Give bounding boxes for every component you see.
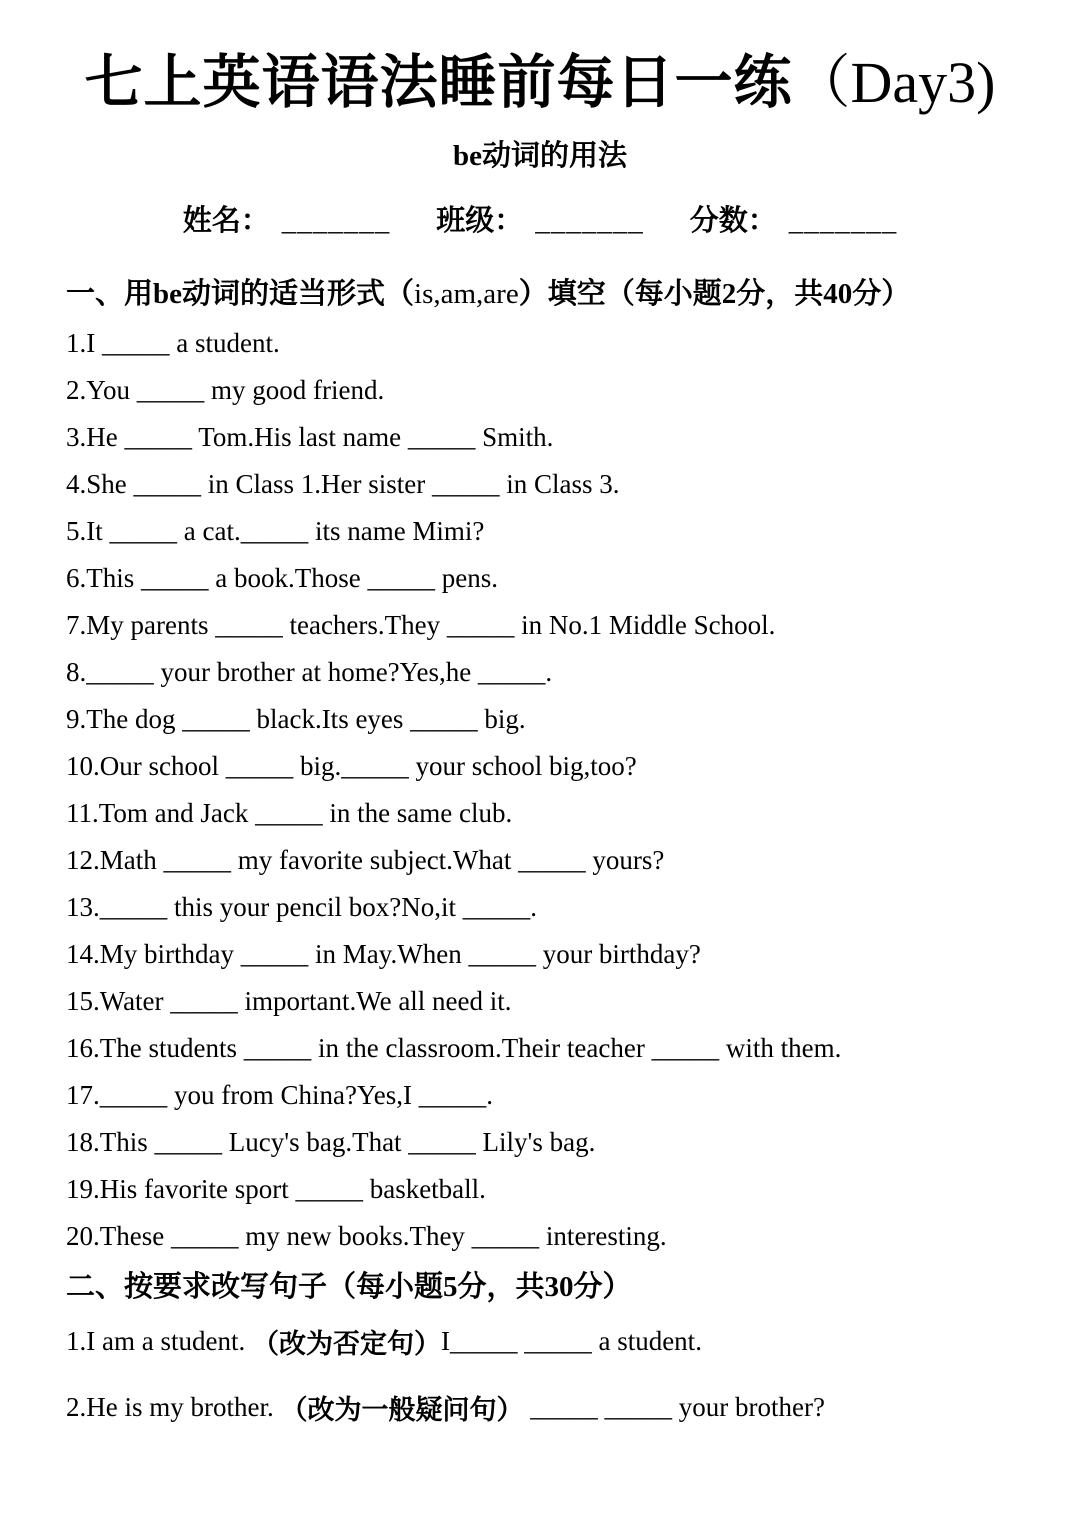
section2-question-2: [66, 1375, 1024, 1441]
question-line-17: 17._____ you from China?Yes,I _____.: [66, 1079, 493, 1110]
question-line-10: 10.Our school _____ big._____ your school big,too?: [66, 750, 637, 781]
class-blank: _______: [535, 204, 644, 237]
question-line-8: 8._____ your brother at home?Yes,he _____.: [66, 656, 553, 687]
s2-q2-instruction: （改为一般疑问句）: [280, 1395, 524, 1426]
class-label: 班级：: [436, 204, 524, 237]
worksheet-title-zh: 七上英语语法睡前每日一练: [84, 50, 793, 115]
s2-q2-answer-line: _____ _____ your brother?: [523, 1392, 825, 1423]
question-line-2: 2.You _____ my good friend.: [66, 374, 385, 405]
s2-q2-sentence: 2.He is my brother.: [66, 1392, 281, 1423]
section2-heading: 二、按要求改写句子（每小题5分，共30分）: [66, 1270, 632, 1303]
worksheet-title-day-tag: （Day3): [792, 50, 996, 115]
question-line-1: 1.I _____ a student.: [66, 327, 280, 358]
name-label: 姓名：: [182, 204, 270, 237]
worksheet-body: [0, 271, 1080, 1441]
worksheet-subtitle: be动词的用法: [452, 139, 627, 172]
question-line-9: 9.The dog _____ black.Its eyes _____ big.: [66, 703, 526, 734]
score-label: 分数：: [689, 204, 777, 237]
worksheet-title: [0, 0, 1080, 117]
section1-question-list: [66, 320, 1024, 1260]
question-line-4: 4.She _____ in Class 1.Her sister _____ in Class 3.: [66, 468, 620, 499]
section2-question-1: [66, 1309, 1024, 1375]
question-line-19: 19.His favorite sport _____ basketball.: [66, 1173, 486, 1204]
section1-heading: [66, 271, 1024, 312]
question-line-14: 14.My birthday _____ in May.When _____ your birthday?: [66, 938, 701, 969]
question-line-12: 12.Math _____ my favorite subject.What _____ yours?: [66, 844, 665, 875]
question-line-18: 18.This _____ Lucy's bag.That _____ Lily's bag.: [66, 1126, 596, 1157]
question-line-20: 20.These _____ my new books.They _____ interesting.: [66, 1220, 667, 1251]
name-blank: _______: [281, 204, 391, 237]
question-line-11: 11.Tom and Jack _____ in the same club.: [66, 797, 513, 828]
s2-q1-instruction: （改为否定句）: [251, 1329, 441, 1360]
section1-heading-suffix: ）填空（每小题2分，共40分）: [518, 277, 911, 310]
score-blank: _______: [788, 204, 898, 237]
question-line-5: 5.It _____ a cat._____ its name Mimi?: [66, 515, 485, 546]
question-line-15: 15.Water _____ important.We all need it.: [66, 985, 512, 1016]
question-line-16: 16.The students _____ in the classroom.Their teacher _____ with them.: [66, 1032, 842, 1063]
s2-q1-answer-line: I_____ _____ a student.: [440, 1326, 702, 1357]
question-line-6: 6.This _____ a book.Those _____ pens.: [66, 562, 498, 593]
s2-q1-sentence: 1.I am a student.: [66, 1326, 252, 1357]
question-line-7: 7.My parents _____ teachers.They _____ in No.1 Middle School.: [66, 609, 776, 640]
question-line-13: 13._____ this your pencil box?No,it _____.: [66, 891, 537, 922]
section1-heading-options: is,am,are: [414, 277, 519, 310]
student-info-line: [0, 198, 1080, 239]
section1-heading-prefix: 一、用be动词的适当形式（: [66, 277, 415, 310]
question-line-3: 3.He _____ Tom.His last name _____ Smith.: [66, 421, 554, 452]
